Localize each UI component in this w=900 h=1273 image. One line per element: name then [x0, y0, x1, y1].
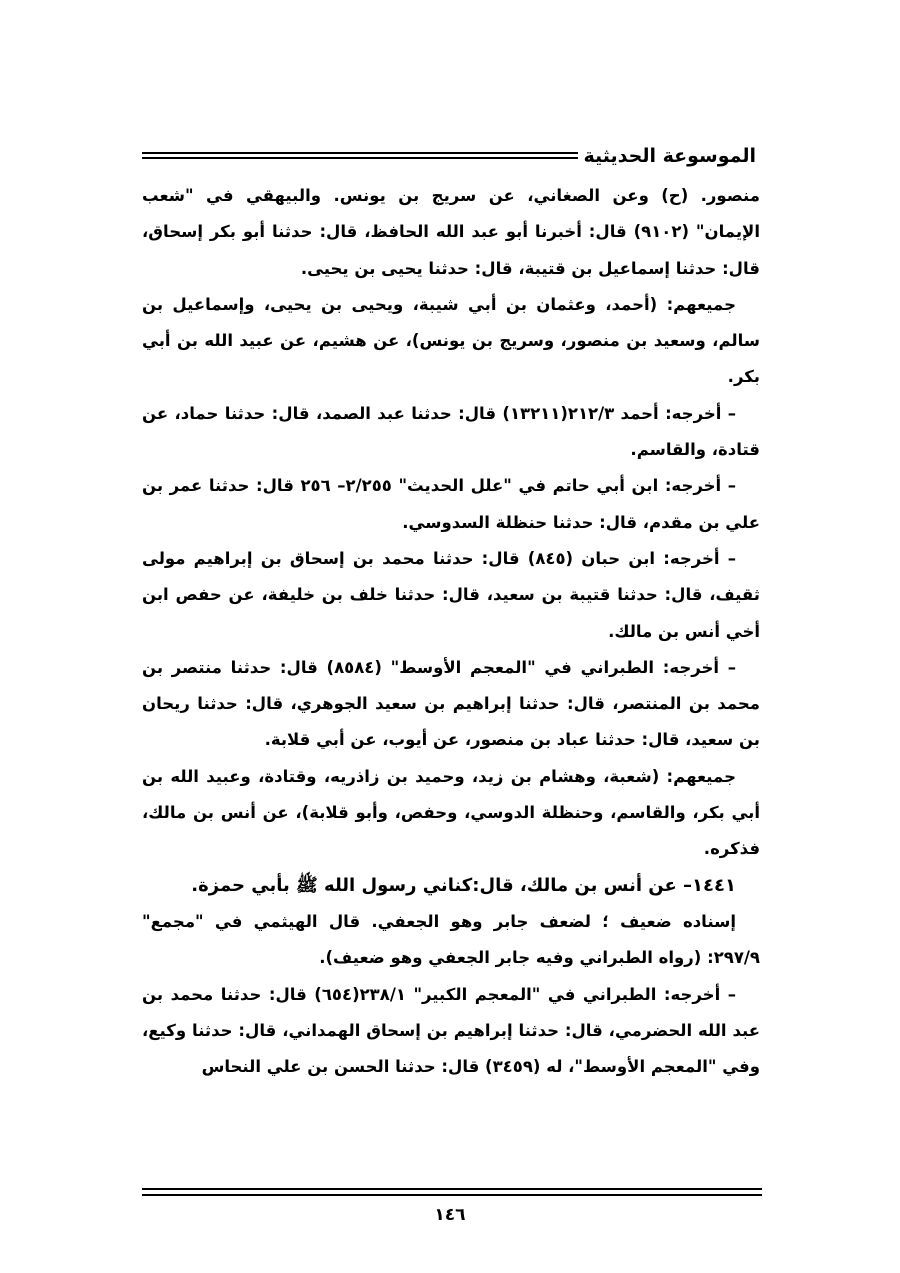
- paragraph: – أخرجه: الطبراني في "المعجم الأوسط" (٨٥٨٤) قال: حدثنا منتصر بن محمد بن المنتصر، قال: حدثنا إبراهيم بن سعيد الجوهري، قال: حدثنا ريحان بن سعيد، قال: حدثنا عباد بن منصور، عن أيوب، عن أبي قلابة.: [142, 657, 760, 750]
- footer-rule-bottom: [142, 1194, 762, 1196]
- paragraph: – أخرجه: الطبراني في "المعجم الكبير" ٢٣٨/١(٦٥٤) قال: حدثنا محمد بن عبد الله الحضرمي، قال: حدثنا إبراهيم بن إسحاق الهمداني، قال: حدثنا وكيع، وفي "المعجم الأوسط"، له (٣٤٥٩) قال: حدثنا الحسن بن علي النحاس: [142, 984, 760, 1077]
- paragraph: إسناده ضعيف ؛ لضعف جابر وهو الجعفي. قال الهيثمي في "مجمع" ٢٩٧/٩: (رواه الطبراني وفيه جابر الجعفي وهو ضعيف).: [142, 911, 760, 968]
- page-number: ١٤٦: [434, 1205, 466, 1225]
- paragraph: – أخرجه: ابن حبان (٨٤٥) قال: حدثنا محمد بن إسحاق بن إبراهيم مولى ثقيف، قال: حدثنا قتيبة بن سعيد، قال: حدثنا خلف بن خليفة، عن حفص ابن أخي أنس بن مالك.: [142, 548, 760, 641]
- paragraph: – أخرجه: ابن أبي حاتم في "علل الحديث" ٢/٢٥٥– ٢٥٦ قال: حدثنا عمر بن علي بن مقدم، قال: حدثنا حنظلة السدوسي.: [142, 476, 760, 532]
- paragraph: منصور. (ح) وعن الصغاني، عن سريج بن يونس. والبيهقي في "شعب الإيمان" (٩١٠٢) قال: أخبرنا أبو عبد الله الحافظ، قال: حدثنا أبو بكر إسحاق، قال: حدثنا إسماعيل بن قتيبة، قال: حدثنا يحيى بن يحيى.: [142, 186, 760, 278]
- header-title: [142, 142, 762, 170]
- paragraph: جميعهم: (شعبة، وهشام بن زيد، وحميد بن زاذريه، وقتادة، وعبيد الله بن أبي بكر، والقاسم، وحنظلة الدوسي، وحفص، وأبو قلابة)، عن أنس بن مالك، فذكره.: [142, 766, 760, 859]
- paragraph: – أخرجه: أحمد ٢١٢/٣(١٣٢١١) قال: حدثنا عبد الصمد، قال: حدثنا حماد، عن قتادة، والقاسم.: [142, 403, 760, 460]
- hadith-heading: ١٤٤١– عن أنس بن مالك، قال:كناني رسول الله ﷺ بأبي حمزة.: [191, 874, 736, 896]
- header-title-text: الموسوعة الحديثية: [578, 145, 763, 167]
- paragraph: جميعهم: (أحمد، وعثمان بن أبي شيبة، ويحيى بن يحيى، وإسماعيل بن سالم، وسعيد بن منصور، وسريج بن يونس)، عن هشيم، عن عبيد الله بن أبي بكر.: [142, 294, 760, 387]
- running-header: [142, 142, 762, 172]
- footer-rule-top: [142, 1188, 762, 1190]
- page-body: [142, 178, 760, 1085]
